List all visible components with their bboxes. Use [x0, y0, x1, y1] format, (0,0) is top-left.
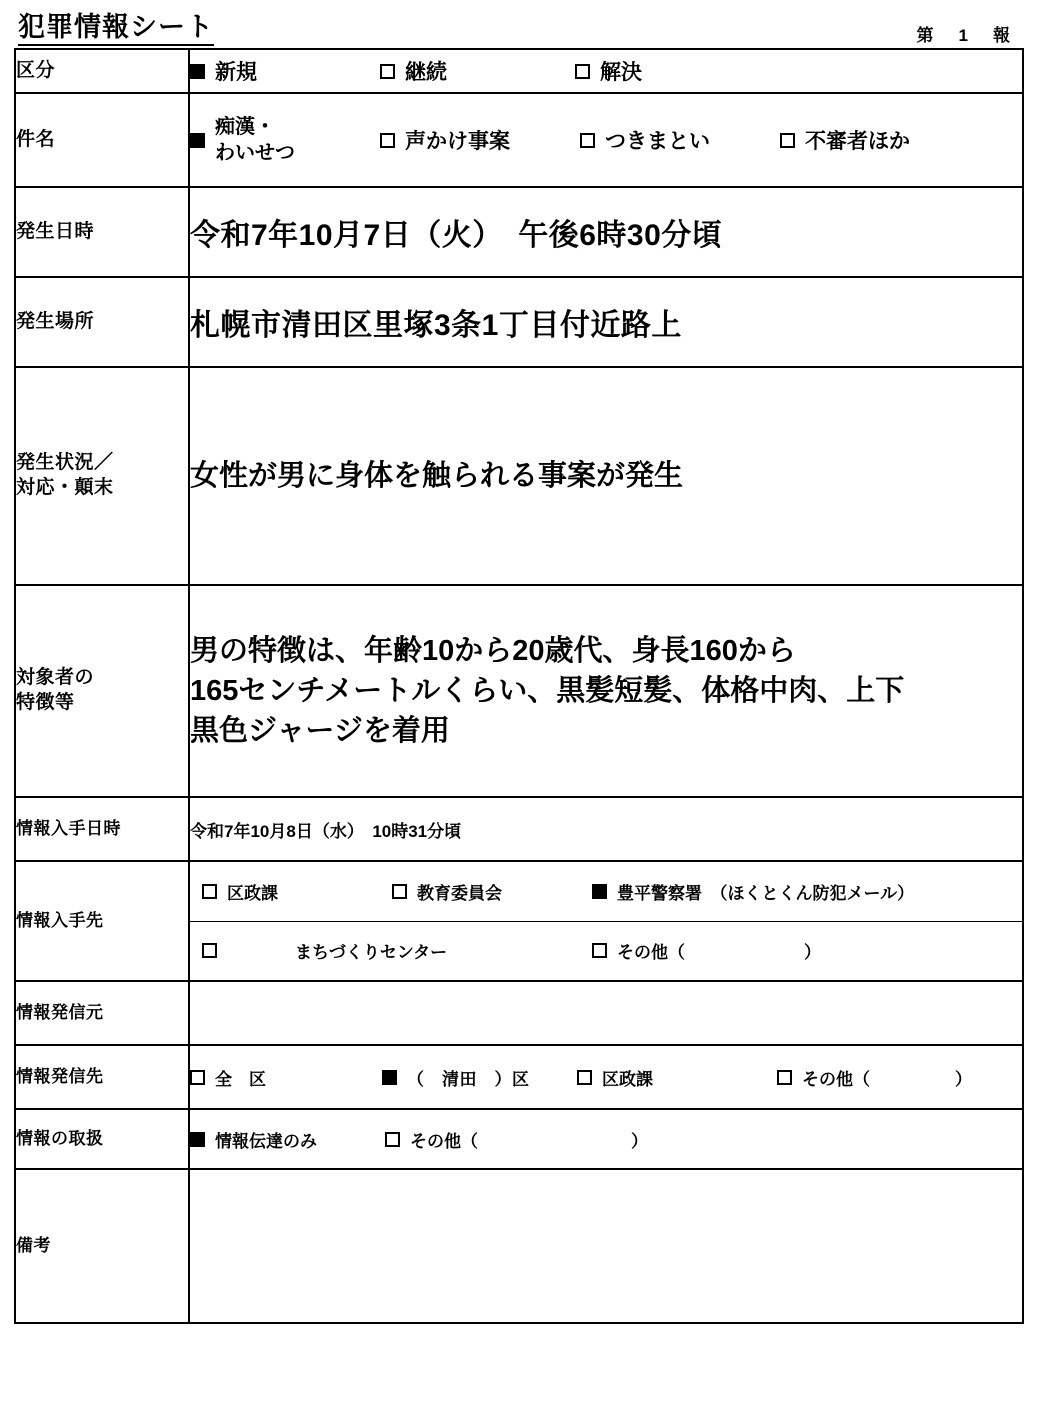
checkbox-label: 豊平警察署 （ほくとくん防犯メール） — [617, 883, 915, 903]
situation-text: 女性が男に身体を触られる事案が発生 — [190, 459, 684, 492]
checkbox-option-shinki[interactable] — [190, 56, 380, 86]
checkbox-label: 新規 — [215, 61, 257, 84]
row-label-line1: 発生状況／ — [16, 452, 114, 474]
row-label-nyushu-nichiji: 情報入手日時 — [15, 797, 189, 861]
suspect-description-line1: 男の特徴は、年齢10から20歳代、身長160から — [190, 634, 796, 667]
row-label-toriatsukai: 情報の取扱 — [15, 1109, 189, 1169]
suspect-description-line3: 黒色ジャージを着用 — [190, 715, 450, 747]
occurrence-location-text: 札幌市清田区里塚3条1丁目付近路上 — [190, 309, 682, 342]
row-label-bikou: 備考 — [15, 1169, 189, 1323]
checkbox-icon[interactable] — [190, 1070, 205, 1085]
checkbox-option-jouhou-dentatsu-nomi[interactable] — [190, 1127, 385, 1152]
row-label-hassei-nichiji: 発生日時 — [15, 187, 189, 277]
checkbox-label: その他（ ） — [802, 1069, 972, 1089]
checkbox-option-fushinsha[interactable] — [780, 125, 910, 155]
checkbox-label: 継続 — [405, 61, 447, 84]
checkbox-label: その他（ ） — [410, 1131, 648, 1151]
row-value-hasshin-moto[interactable] — [189, 981, 1023, 1045]
table-row-hasshin-moto — [15, 981, 1023, 1045]
table-row-taishousha — [15, 585, 1023, 797]
form-table — [14, 48, 1024, 1324]
table-row-hasshin-saki — [15, 1045, 1023, 1109]
info-acquired-datetime: 令和7年10月8日（水） 10時31分頃 — [190, 821, 462, 841]
checkbox-label: つきまとい — [605, 130, 710, 153]
checkbox-label: 教育委員会 — [417, 883, 502, 903]
row-label-hasshin-moto: 情報発信元 — [15, 981, 189, 1045]
checkbox-label: 区政課 — [227, 883, 278, 903]
row-value-nyushu-nichiji — [189, 797, 1023, 861]
checkbox-option-kuseika[interactable] — [202, 879, 392, 904]
row-label-kubun: 区分 — [15, 49, 189, 93]
table-row-hassei-joukyou — [15, 367, 1023, 585]
checkbox-icon[interactable] — [780, 133, 795, 148]
checkbox-label: まちづくりセンター — [295, 943, 448, 963]
checkbox-icon[interactable] — [202, 884, 217, 899]
checkbox-label: その他（ ） — [617, 943, 821, 963]
table-row-nyushu-saki — [15, 861, 1023, 981]
row-value-hassei-basho — [189, 277, 1023, 367]
checkbox-label: 解決 — [600, 61, 642, 84]
row-label-line2: 特徴等 — [16, 692, 75, 713]
checkbox-icon[interactable] — [380, 133, 395, 148]
checkbox-icon[interactable] — [380, 64, 395, 79]
table-row-toriatsukai — [15, 1109, 1023, 1169]
nyushu-saki-row2 — [190, 922, 1022, 981]
checkbox-icon[interactable] — [577, 1070, 592, 1085]
row-value-taishousha — [189, 585, 1023, 797]
checkbox-icon[interactable] — [190, 64, 205, 79]
table-row-hassei-nichiji — [15, 187, 1023, 277]
checkbox-option-zenku[interactable] — [190, 1065, 382, 1090]
row-value-hassei-joukyou — [189, 367, 1023, 585]
checkbox-option-sonota-saki[interactable] — [777, 1065, 972, 1090]
checkbox-option-kyoiku-iinkai[interactable] — [392, 879, 592, 904]
checkbox-icon[interactable] — [592, 943, 607, 958]
page-title: 犯罪情報シート — [18, 13, 214, 46]
checkbox-icon[interactable] — [190, 133, 205, 148]
checkbox-option-toriatsukai-sonota[interactable] — [385, 1127, 648, 1152]
row-label-hassei-joukyou — [15, 367, 189, 585]
checkbox-option-chikan-waisetsu[interactable] — [190, 114, 380, 166]
table-row-kubun — [15, 49, 1023, 93]
checkbox-label: 全 区 — [215, 1069, 266, 1089]
row-label-line2: 対応・顛末 — [16, 477, 114, 498]
document-header — [14, 8, 1024, 48]
checkbox-label: 痴漢・ わいせつ — [215, 116, 295, 164]
row-value-toriatsukai — [189, 1109, 1023, 1169]
checkbox-icon[interactable] — [202, 943, 217, 958]
suspect-description-line2: 165センチメートルくらい、黒髪短髪、体格中肉、上下 — [190, 674, 905, 707]
checkbox-icon[interactable] — [382, 1070, 397, 1085]
row-value-kubun — [189, 49, 1023, 93]
checkbox-label: 不審者ほか — [805, 130, 910, 153]
row-value-hasshin-saki — [189, 1045, 1023, 1109]
checkbox-option-sonota[interactable] — [592, 938, 821, 963]
occurrence-datetime-text: 令和7年10月7日（火） 午後6時30分頃 — [190, 219, 723, 252]
row-value-hassei-nichiji — [189, 187, 1023, 277]
checkbox-label: 区政課 — [602, 1069, 653, 1089]
checkbox-icon[interactable] — [385, 1132, 400, 1147]
checkbox-icon[interactable] — [392, 884, 407, 899]
row-value-kenmei — [189, 93, 1023, 187]
checkbox-option-machizukuri-center[interactable] — [202, 938, 592, 963]
checkbox-option-keizoku[interactable] — [380, 56, 575, 86]
table-row-hassei-basho — [15, 277, 1023, 367]
checkbox-icon[interactable] — [190, 1132, 205, 1147]
checkbox-icon[interactable] — [580, 133, 595, 148]
checkbox-option-kiyota-ku[interactable] — [382, 1065, 577, 1090]
row-value-bikou[interactable] — [189, 1169, 1023, 1323]
row-label-nyushu-saki: 情報入手先 — [15, 861, 189, 981]
row-label-hasshin-saki: 情報発信先 — [15, 1045, 189, 1109]
checkbox-option-keisatsusho[interactable] — [592, 879, 914, 904]
row-label-hassei-basho: 発生場所 — [15, 277, 189, 367]
checkbox-icon[interactable] — [777, 1070, 792, 1085]
checkbox-option-kaiketsu[interactable] — [575, 56, 642, 86]
report-number: 第 1 報 — [916, 26, 1014, 45]
checkbox-label: 声かけ事案 — [405, 130, 510, 153]
table-row-kenmei — [15, 93, 1023, 187]
checkbox-icon[interactable] — [592, 884, 607, 899]
checkbox-option-tsukimatoi[interactable] — [580, 125, 780, 155]
row-label-taishousha — [15, 585, 189, 797]
table-row-bikou — [15, 1169, 1023, 1323]
checkbox-option-koekake[interactable] — [380, 125, 580, 155]
nyushu-saki-row1 — [190, 862, 1022, 922]
table-row-nyushu-nichiji — [15, 797, 1023, 861]
checkbox-label: 情報伝達のみ — [215, 1131, 317, 1151]
checkbox-option-kuseika-saki[interactable] — [577, 1065, 777, 1090]
suspect-description — [190, 631, 1022, 751]
row-label-kenmei: 件名 — [15, 93, 189, 187]
row-label-line1: 対象者の — [16, 667, 95, 689]
row-value-nyushu-saki — [189, 861, 1023, 981]
checkbox-label: （ 清田 ）区 — [407, 1069, 530, 1089]
checkbox-icon[interactable] — [575, 64, 590, 79]
